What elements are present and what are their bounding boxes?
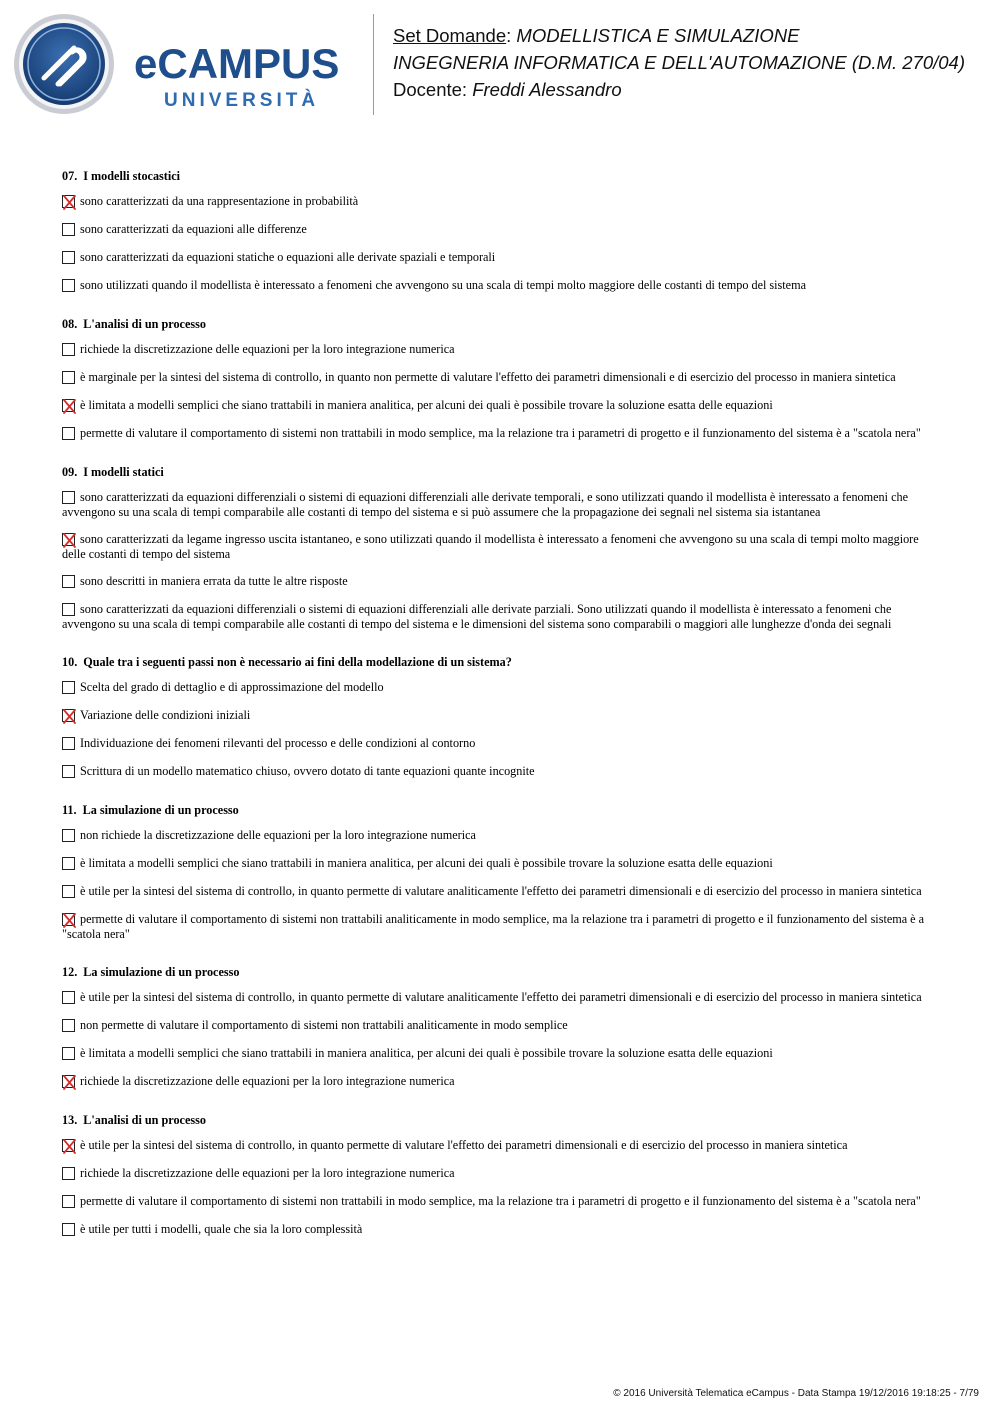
teacher-name: Freddi Alessandro	[472, 79, 622, 100]
answer-checkbox[interactable]	[62, 491, 75, 504]
answer-option: richiede la discretizzazione delle equazioni per la loro integrazione numerica	[62, 1074, 942, 1090]
answer-option: permette di valutare il comportamento di sistemi non trattabili in modo semplice, ma la relazione tra i parametri di progetto e il funzionamento del sistema è a "scatola nera"	[62, 1194, 942, 1210]
answer-option: Scrittura di un modello matematico chiuso, ovvero dotato di tante equazioni quante incognite	[62, 764, 942, 780]
question-12	[62, 964, 942, 1090]
answer-checkbox[interactable]	[62, 1075, 75, 1088]
question-11	[62, 802, 942, 942]
ecampus-logo	[14, 12, 359, 116]
set-label: Set Domande	[393, 25, 507, 46]
answer-checkbox[interactable]	[62, 533, 75, 546]
check-x-icon	[62, 913, 77, 928]
answer-checkbox[interactable]	[62, 829, 75, 842]
answer-option: sono caratterizzati da equazioni differenziali o sistemi di equazioni differenziali alle derivate temporali, e sono utilizzati quando il modellista è interessato a fenomeni che avvengono su una scala di tempi comparabile alle costanti di tempo del sistema e si può assumere che la propagazione dei segnali nel sistema sia istantanea	[62, 490, 908, 519]
answer-option: è utile per tutti i modelli, quale che sia la loro complessità	[62, 1222, 942, 1238]
answer-option: non permette di valutare il comportamento di sistemi non trattabili analiticamente in modo semplice	[62, 1018, 942, 1034]
answer-option: Individuazione dei fenomeni rilevanti del processo e delle condizioni al contorno	[62, 736, 942, 752]
answer-option: richiede la discretizzazione delle equazioni per la loro integrazione numerica	[62, 1166, 942, 1182]
answer-checkbox[interactable]	[62, 1223, 75, 1236]
answer-option: è utile per la sintesi del sistema di controllo, in quanto permette di valutare analiticamente l'effetto dei parametri dimensionali e di esercizio del processo in maniera sintetica	[62, 884, 942, 900]
header-divider	[373, 14, 374, 115]
question-title: 07. I modelli stocastici	[62, 169, 181, 183]
check-x-icon	[62, 1139, 77, 1154]
question-07	[62, 168, 942, 294]
question-09	[62, 464, 942, 632]
answer-checkbox[interactable]	[62, 885, 75, 898]
answer-checkbox[interactable]	[62, 913, 75, 926]
course-name: MODELLISTICA E SIMULAZIONE	[516, 25, 800, 46]
answer-checkbox[interactable]	[62, 737, 75, 750]
header-info	[393, 22, 965, 103]
answer-checkbox[interactable]	[62, 1047, 75, 1060]
answer-checkbox[interactable]	[62, 603, 75, 616]
course-line: Set Domande: MODELLISTICA E SIMULAZIONE	[393, 25, 800, 46]
answer-option: permette di valutare il comportamento di sistemi non trattabili analiticamente in modo semplice, ma la relazione tra i parametri di progetto e il funzionamento del sistema è a "scatola nera"	[62, 912, 925, 941]
question-10	[62, 654, 942, 780]
answer-option: è limitata a modelli semplici che siano trattabili in maniera analitica, per alcuni dei quali è possibile trovare la soluzione esatta delle equazioni	[62, 856, 942, 872]
answer-option: è utile per la sintesi del sistema di controllo, in quanto permette di valutare analiticamente l'effetto dei parametri dimensionali e di esercizio del processo in maniera sintetica	[62, 990, 942, 1006]
answer-checkbox[interactable]	[62, 1167, 75, 1180]
teacher-line: Docente: Freddi Alessandro	[393, 79, 622, 100]
question-title: 10. Quale tra i seguenti passi non è necessario ai fini della modellazione di un sistema?	[62, 655, 512, 669]
answer-option: sono utilizzati quando il modellista è interessato a fenomeni che avvengono su una scala di tempi molto maggiore delle costanti di tempo del sistema	[62, 278, 942, 294]
answer-checkbox[interactable]	[62, 1019, 75, 1032]
questions-list	[62, 168, 942, 1260]
check-x-icon	[62, 1075, 77, 1090]
answer-option: è marginale per la sintesi del sistema di controllo, in quanto non permette di valutare l'effetto dei parametri dimensionali e di esercizio del processo in maniera sintetica	[62, 370, 942, 386]
check-x-icon	[62, 399, 77, 414]
program-line	[393, 49, 965, 76]
page-header	[0, 0, 1000, 130]
answer-checkbox[interactable]	[62, 399, 75, 412]
answer-option: non richiede la discretizzazione delle equazioni per la loro integrazione numerica	[62, 828, 942, 844]
answer-option: permette di valutare il comportamento di sistemi non trattabili in modo semplice, ma la relazione tra i parametri di progetto e il funzionamento del sistema è a "scatola nera"	[62, 426, 942, 442]
question-08	[62, 316, 942, 442]
teacher-label: Docente	[393, 79, 462, 100]
question-title: 11. La simulazione di un processo	[62, 803, 239, 817]
answer-checkbox[interactable]	[62, 991, 75, 1004]
answer-option: sono caratterizzati da una rappresentazione in probabilità	[62, 194, 942, 210]
answer-option: Scelta del grado di dettaglio e di approssimazione del modello	[62, 680, 942, 696]
answer-checkbox[interactable]	[62, 223, 75, 236]
question-title: 09. I modelli statici	[62, 465, 164, 479]
answer-checkbox[interactable]	[62, 709, 75, 722]
answer-option: sono caratterizzati da equazioni alle differenze	[62, 222, 942, 238]
answer-option: sono caratterizzati da equazioni statiche o equazioni alle derivate spaziali e temporali	[62, 250, 942, 266]
answer-checkbox[interactable]	[62, 575, 75, 588]
check-x-icon	[62, 709, 77, 724]
question-13	[62, 1112, 942, 1238]
answer-option: Variazione delle condizioni iniziali	[62, 708, 942, 724]
answer-checkbox[interactable]	[62, 371, 75, 384]
answer-checkbox[interactable]	[62, 765, 75, 778]
answer-option: è limitata a modelli semplici che siano trattabili in maniera analitica, per alcuni dei quali è possibile trovare la soluzione esatta delle equazioni	[62, 1046, 942, 1062]
answer-checkbox[interactable]	[62, 195, 75, 208]
check-x-icon	[62, 195, 77, 210]
answer-checkbox[interactable]	[62, 427, 75, 440]
answer-option: sono descritti in maniera errata da tutte le altre risposte	[62, 574, 942, 590]
program-name: INGEGNERIA INFORMATICA E DELL'AUTOMAZIONE (D.M. 270/04)	[393, 52, 965, 73]
page-footer: © 2016 Università Telematica eCampus - Data Stampa 19/12/2016 19:18:25 - 7/79	[613, 1388, 979, 1399]
answer-checkbox[interactable]	[62, 251, 75, 264]
logo-brand: eCAMPUS	[134, 40, 340, 87]
logo-subtitle: UNIVERSITÀ	[164, 90, 320, 111]
answer-option: richiede la discretizzazione delle equazioni per la loro integrazione numerica	[62, 342, 942, 358]
check-x-icon	[62, 533, 77, 548]
answer-checkbox[interactable]	[62, 857, 75, 870]
answer-checkbox[interactable]	[62, 279, 75, 292]
answer-option: sono caratterizzati da legame ingresso uscita istantaneo, e sono utilizzati quando il modellista è interessato a fenomeni che avvengono su una scala di tempi molto maggiore delle costanti di tempo del sistema	[62, 532, 919, 561]
answer-checkbox[interactable]	[62, 1195, 75, 1208]
answer-checkbox[interactable]	[62, 681, 75, 694]
answer-option: sono caratterizzati da equazioni differenziali o sistemi di equazioni differenziali alle derivate parziali. Sono utilizzati quando il modellista è interessato a fenomeni che avvengono su una scala di tempi comparabile alle costanti di tempo del sistema e le dimensioni del sistema sono comparabili o maggiori alle lunghezze d'onda dei segnali	[62, 602, 892, 631]
question-title: 12. La simulazione di un processo	[62, 965, 240, 979]
question-title: 13. L'analisi di un processo	[62, 1113, 206, 1127]
answer-option: è utile per la sintesi del sistema di controllo, in quanto permette di valutare l'effetto dei parametri dimensionali e di esercizio del processo in maniera sintetica	[62, 1138, 942, 1154]
answer-checkbox[interactable]	[62, 1139, 75, 1152]
answer-checkbox[interactable]	[62, 343, 75, 356]
answer-option: è limitata a modelli semplici che siano trattabili in maniera analitica, per alcuni dei quali è possibile trovare la soluzione esatta delle equazioni	[62, 398, 942, 414]
question-title: 08. L'analisi di un processo	[62, 317, 206, 331]
